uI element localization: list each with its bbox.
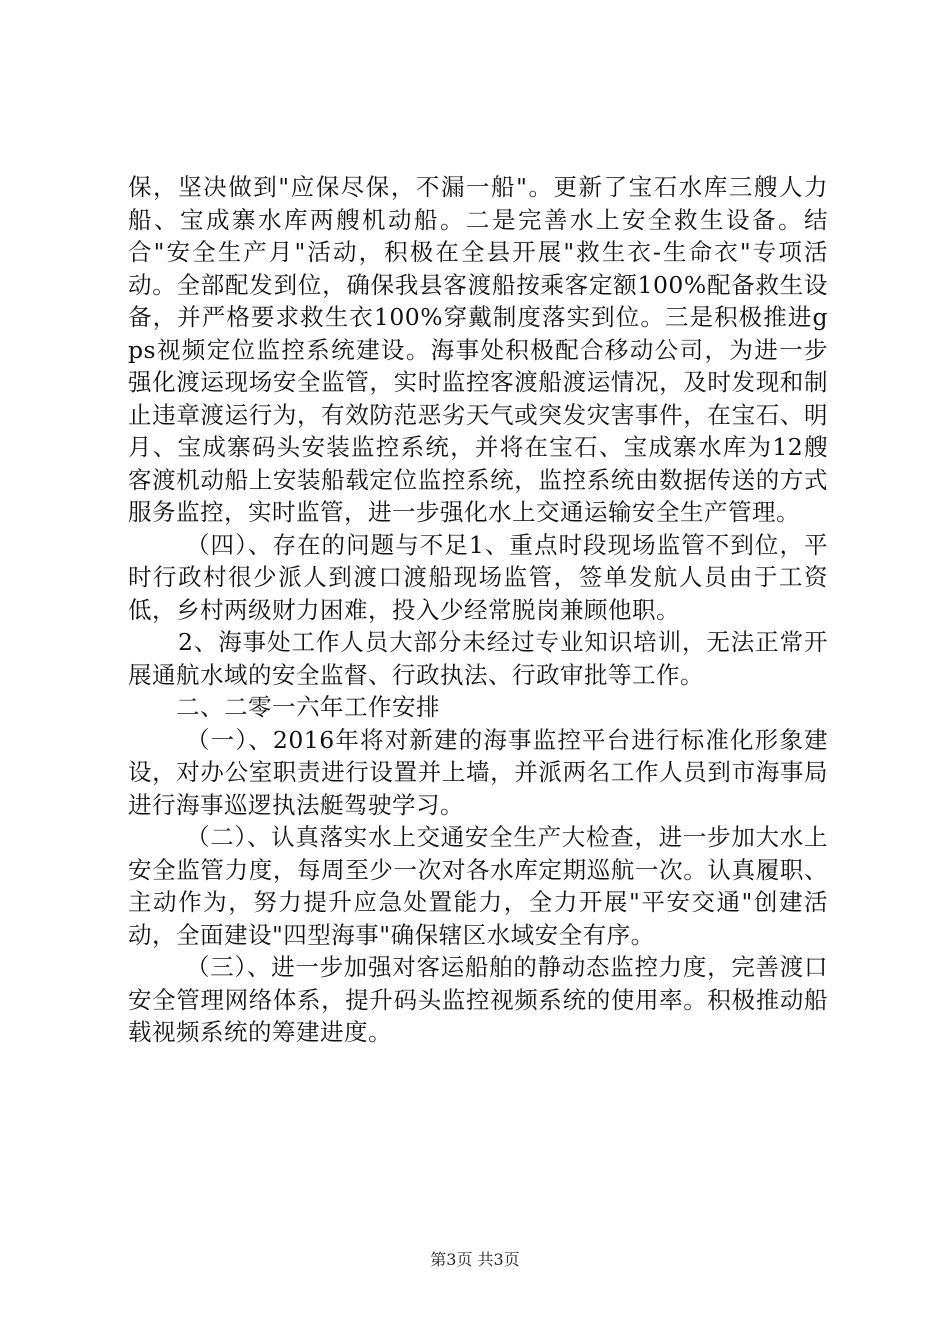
document-body xyxy=(128,171,828,1049)
paragraph-7: （三）、进一步加强对客运船舶的静动态监控力度，完善渡口安全管理网络体系，提升码头监控视频系统的使用率。积极推动船载视频系统的筹建进度。 xyxy=(128,953,828,1046)
paragraph-2: （四）、存在的问题与不足1、重点时段现场监管不到位，平时行政村很少派人到渡口渡船现场监管，签单发航人员由于工资低，乡村两级财力困难，投入少经常脱岗兼顾他职。 xyxy=(128,530,828,624)
paragraph-3: 2、海事处工作人员大部分未经过专业知识培训，无法正常开展通航水域的安全监督、行政执法、行政审批等工作。 xyxy=(128,628,828,689)
paragraph-1: 保，坚决做到"应保尽保，不漏一船"。更新了宝石水库三艘人力船、宝成寨水库两艘机动船。二是完善水上安全救生设备。结合"安全生产月"活动，积极在全县开展"救生衣-生命衣"专项活动。全部配发到位，确保我县客渡船按乘客定额100%配备救生设备，并严格要求救生衣100%穿戴制度落实到位。三是积极推进gps视频定位监控系统建设。海事处积极配合移动公司，为进一步强化渡运现场安全监管，实时监控客渡船渡运情况，及时发现和制止违章渡运行为，有效防范恶劣天气或突发灾害事件，在宝石、明月、宝成寨码头安装监控系统，并将在宝石、宝成寨水库为12艘客渡机动船上安装船载定位监控系统，监控系统由数据传送的方式服务监控，实时监管，进一步强化水上交通运输安全生产管理。 xyxy=(128,173,828,526)
page-footer: 第3页 共3页 xyxy=(430,1250,520,1269)
section-heading: 二、二零一六年工作安排 xyxy=(176,693,440,721)
paragraph-5: （一）、2016年将对新建的海事监控平台进行标准化形象建设，对办公室职责进行设置并上墙，并派两名工作人员到市海事局进行海事巡逻执法艇驾驶学习。 xyxy=(128,725,828,819)
paragraph-6: （二）、认真落实水上交通安全生产大检查，进一步加大水上安全监管力度，每周至少一次对各水库定期巡航一次。认真履职、主动作为，努力提升应急处置能力，全力开展"平安交通"创建活动，全面建设"四型海事"确保辖区水域安全有序。 xyxy=(128,823,828,949)
